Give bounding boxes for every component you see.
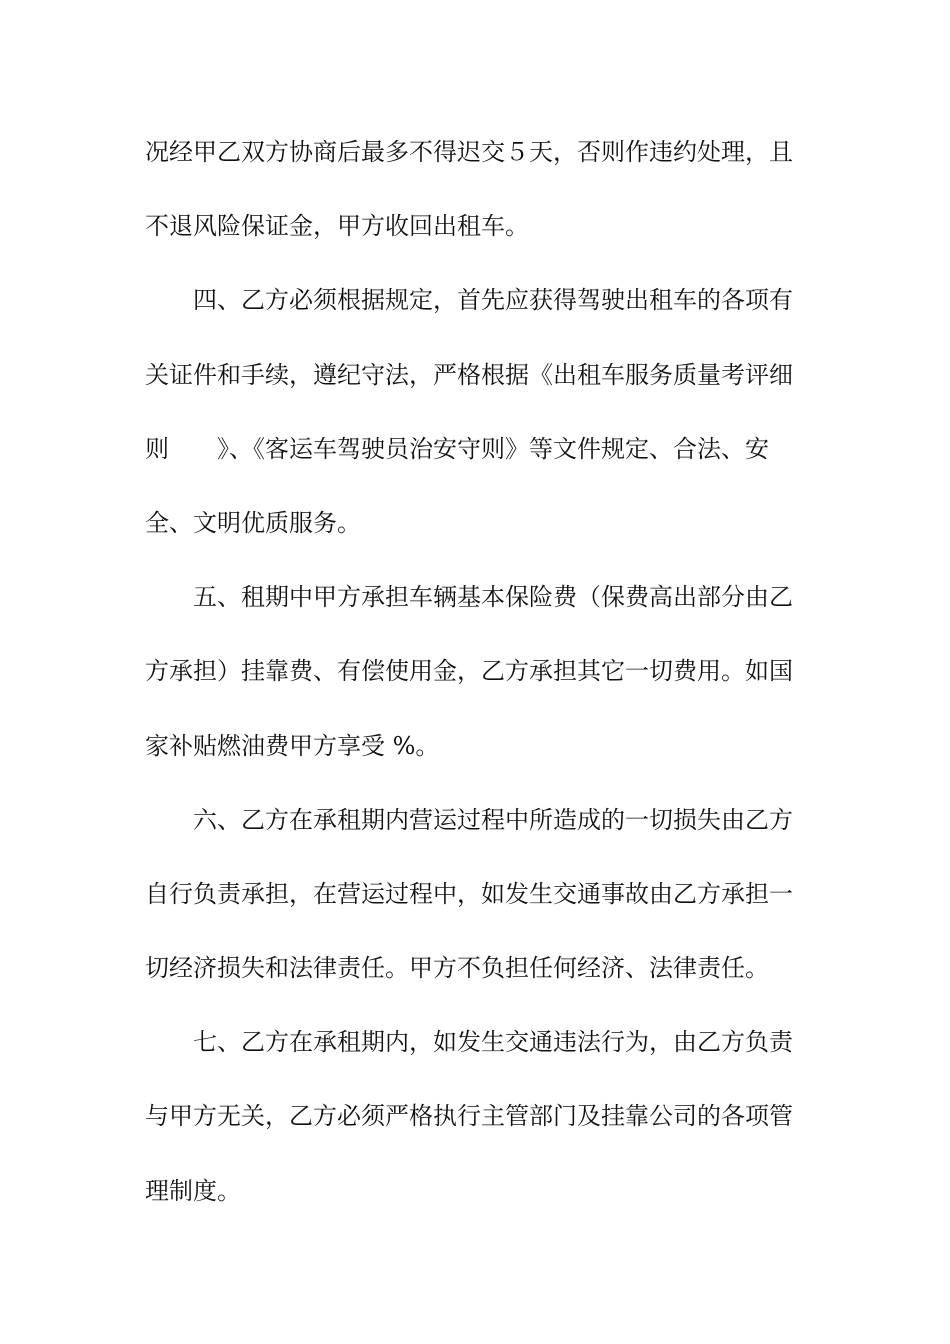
text-line: 关证件和手续，遵纪守法，严格根据《出租车服务质量考评细 (145, 360, 793, 389)
text-line: 家补贴燃油费甲方享受 %。 (145, 731, 440, 760)
text-line: 全、文明优质服务。 (145, 508, 361, 537)
document-body (145, 130, 805, 1243)
text-line: 不退风险保证金，甲方收回出租车。 (145, 212, 529, 241)
paragraph-7-start: 七、乙方在承租期内，如发生交通违法行为，由乙方负责 (193, 1028, 793, 1057)
paragraph-5-start: 五、租期中甲方承担车辆基本保险费（保费高出部分由乙 (193, 583, 793, 612)
text-line: 自行负责承担，在营运过程中，如发生交通事故由乙方承担一 (145, 879, 793, 908)
text-line: 理制度。 (145, 1176, 241, 1205)
text-line: 与甲方无关，乙方必须严格执行主管部门及挂靠公司的各项管 (145, 1102, 793, 1131)
text-line: 方承担）挂靠费、有偿使用金，乙方承担其它一切费用。如国 (145, 657, 793, 686)
text-line: 切经济损失和法律责任。甲方不负担任何经济、法律责任。 (145, 954, 769, 983)
paragraph-4-start: 四、乙方必须根据规定，首先应获得驾驶出租车的各项有 (193, 286, 793, 315)
text-line: 况经甲乙双方协商后最多不得迟交５天，否则作违约处理，且 (145, 138, 793, 166)
paragraph-6-start: 六、乙方在承租期内营运过程中所造成的一切损失由乙方 (193, 805, 793, 834)
text-line: 则 》、《客运车驾驶员治安守则》等文件规定、合法、安 (145, 434, 769, 463)
